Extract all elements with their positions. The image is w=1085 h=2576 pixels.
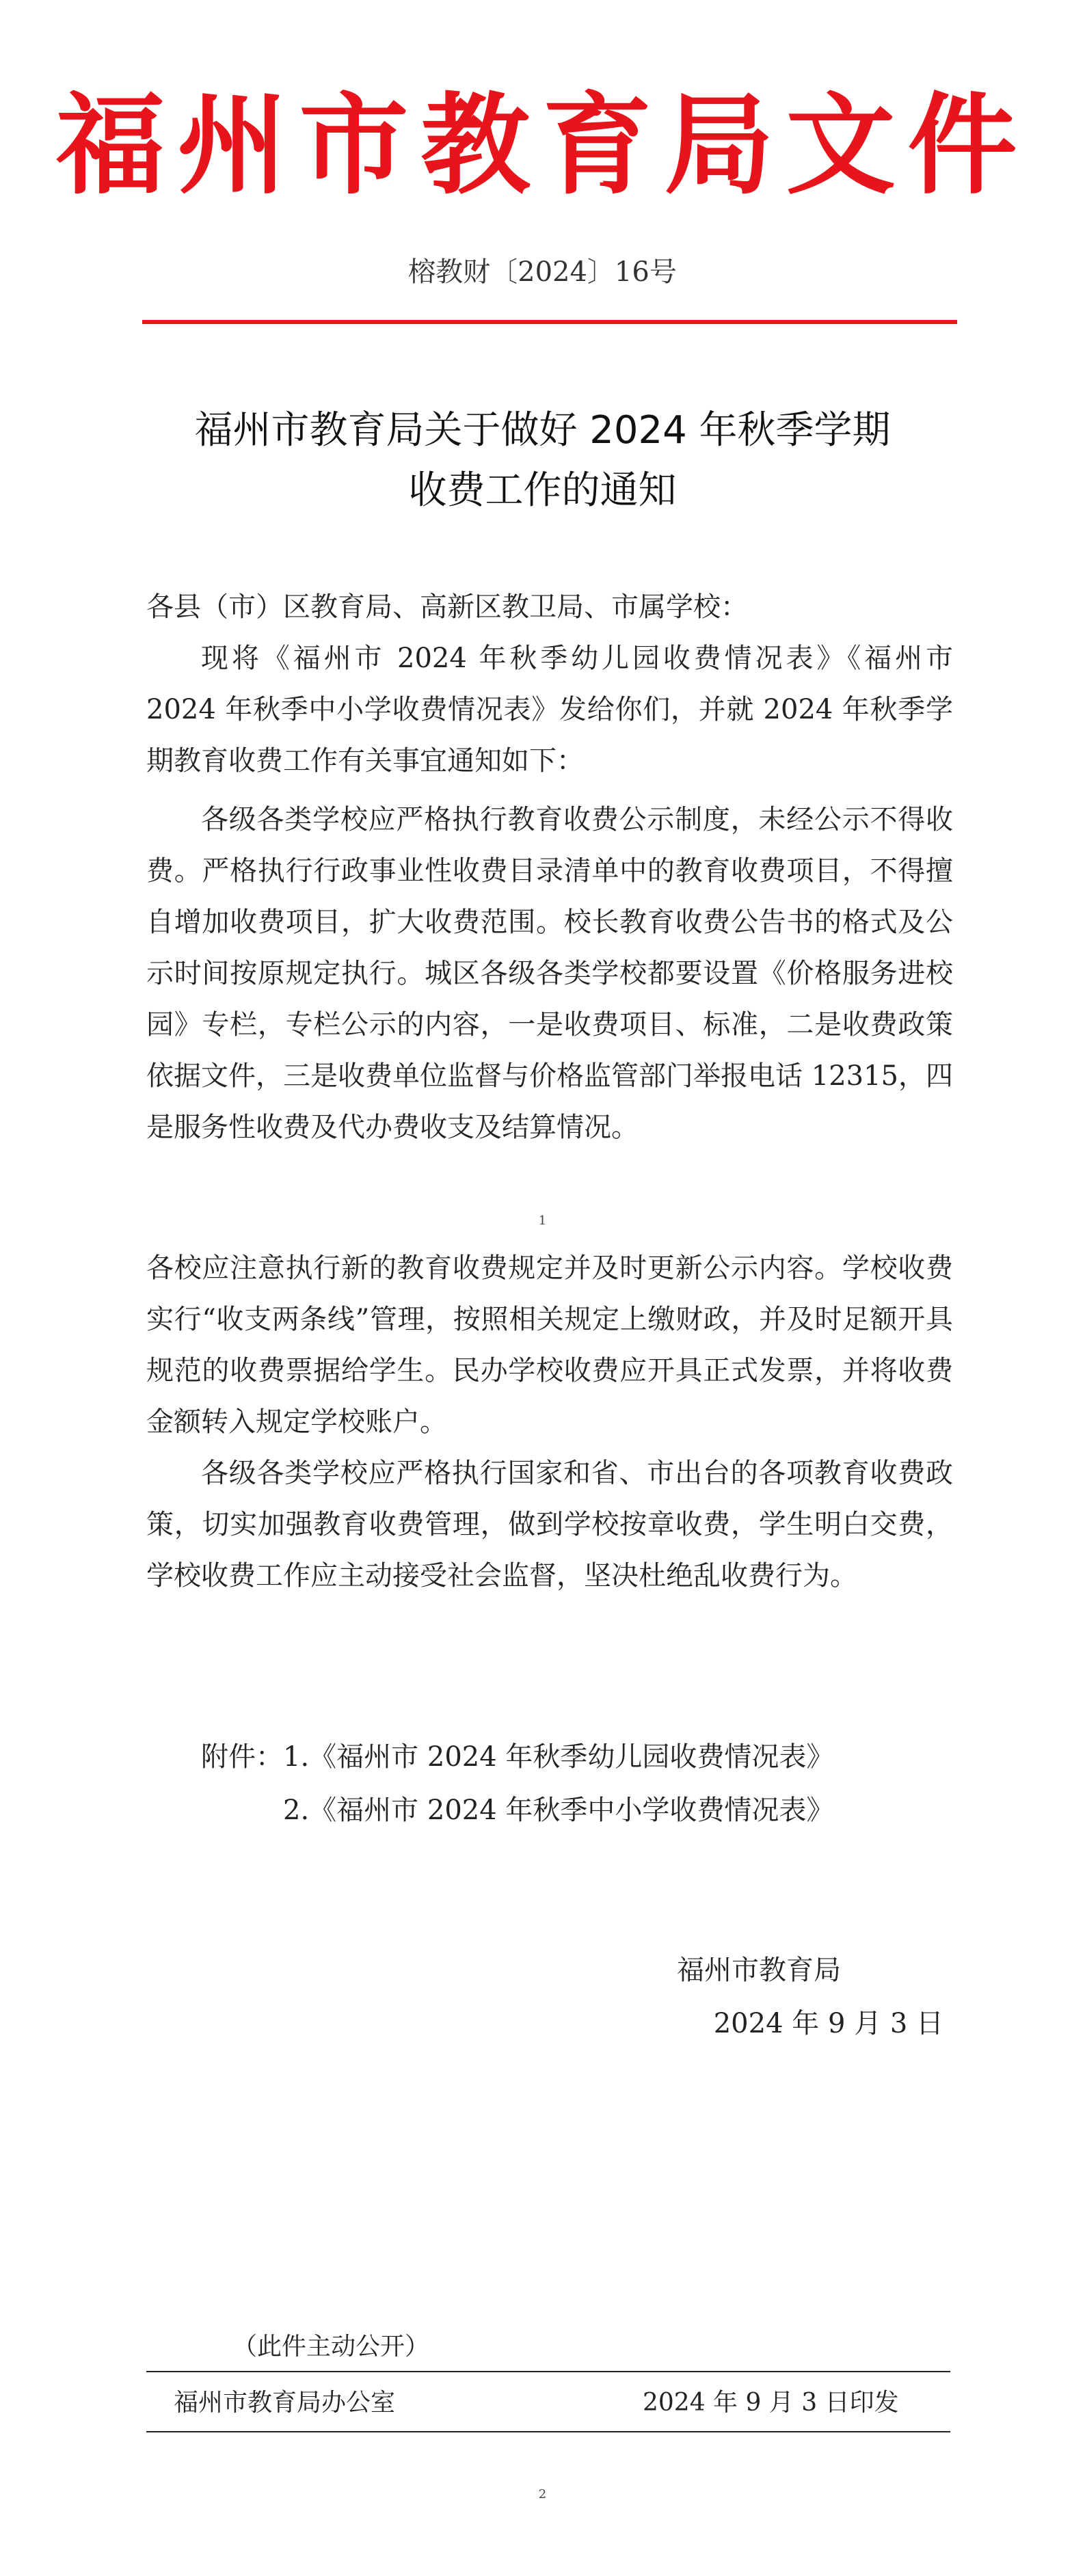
page-number-2: 2	[538, 2487, 547, 2501]
footer-top-rule	[146, 2371, 950, 2372]
paragraph-update-rules: 各校应注意执行新的教育收费规定并及时更新公示内容。学校收费实行“收支两条线”管理，按照相关规定上缴财政，并及时足额开具规范的收费票据给学生。民办学校收费应开具正式发票，并将收费金额转入规定学校账户。	[146, 1252, 953, 1438]
attachment-label: 附件：	[201, 1741, 283, 1773]
document-masthead: 福州市教育局文件	[55, 81, 1030, 209]
footer-bottom-rule	[146, 2431, 950, 2432]
page-number-1: 1	[538, 1213, 547, 1228]
print-date: 2024 年 9 月 3 日印发	[643, 2389, 899, 2417]
red-divider	[142, 320, 957, 324]
signature-date: 2024 年 9 月 3 日	[713, 2008, 943, 2039]
notice-title-line-1: 福州市教育局关于做好 2024 年秋季学期	[194, 408, 891, 453]
signature-organization: 福州市教育局	[677, 1955, 841, 1986]
issuing-office: 福州市教育局办公室	[174, 2389, 396, 2417]
document-number: 榕教财〔2024〕16号	[408, 256, 677, 288]
attachment-item-1: 1.《福州市 2024 年秋季幼儿园收费情况表》	[283, 1741, 834, 1773]
addressee: 各县（市）区教育局、高新区教卫局、市属学校：	[146, 591, 748, 623]
notice-title-line-2: 收费工作的通知	[408, 468, 677, 513]
paragraph-intro: 现将《福州市 2024 年秋季幼儿园收费情况表》《福州市 2024 年秋季中小学收费情况表》发给你们，并就 2024 年秋季学期教育收费工作有关事宜通知如下：	[146, 643, 953, 777]
disclosure-note: （此件主动公开）	[232, 2333, 430, 2361]
paragraph-publicity-rules: 各级各类学校应严格执行教育收费公示制度，未经公示不得收费。严格执行行政事业性收费目录清单中的教育收费项目，不得擅自增加收费项目，扩大收费范围。校长教育收费公告书的格式及公示时间按原规定执行。城区各级各类学校都要设置《价格服务进校园》专栏，专栏公示的内容，一是收费项目、标准，二是收费政策依据文件，三是收费单位监督与价格监管部门举报电话 12315，四是服务性收费及代办费收支及结算情况。	[146, 804, 953, 1143]
paragraph-strict-enforcement: 各级各类学校应严格执行国家和省、市出台的各项教育收费政策，切实加强教育收费管理，做到学校按章收费，学生明白交费，学校收费工作应主动接受社会监督，坚决杜绝乱收费行为。	[146, 1458, 953, 1592]
attachment-item-2: 2.《福州市 2024 年秋季中小学收费情况表》	[283, 1795, 834, 1826]
